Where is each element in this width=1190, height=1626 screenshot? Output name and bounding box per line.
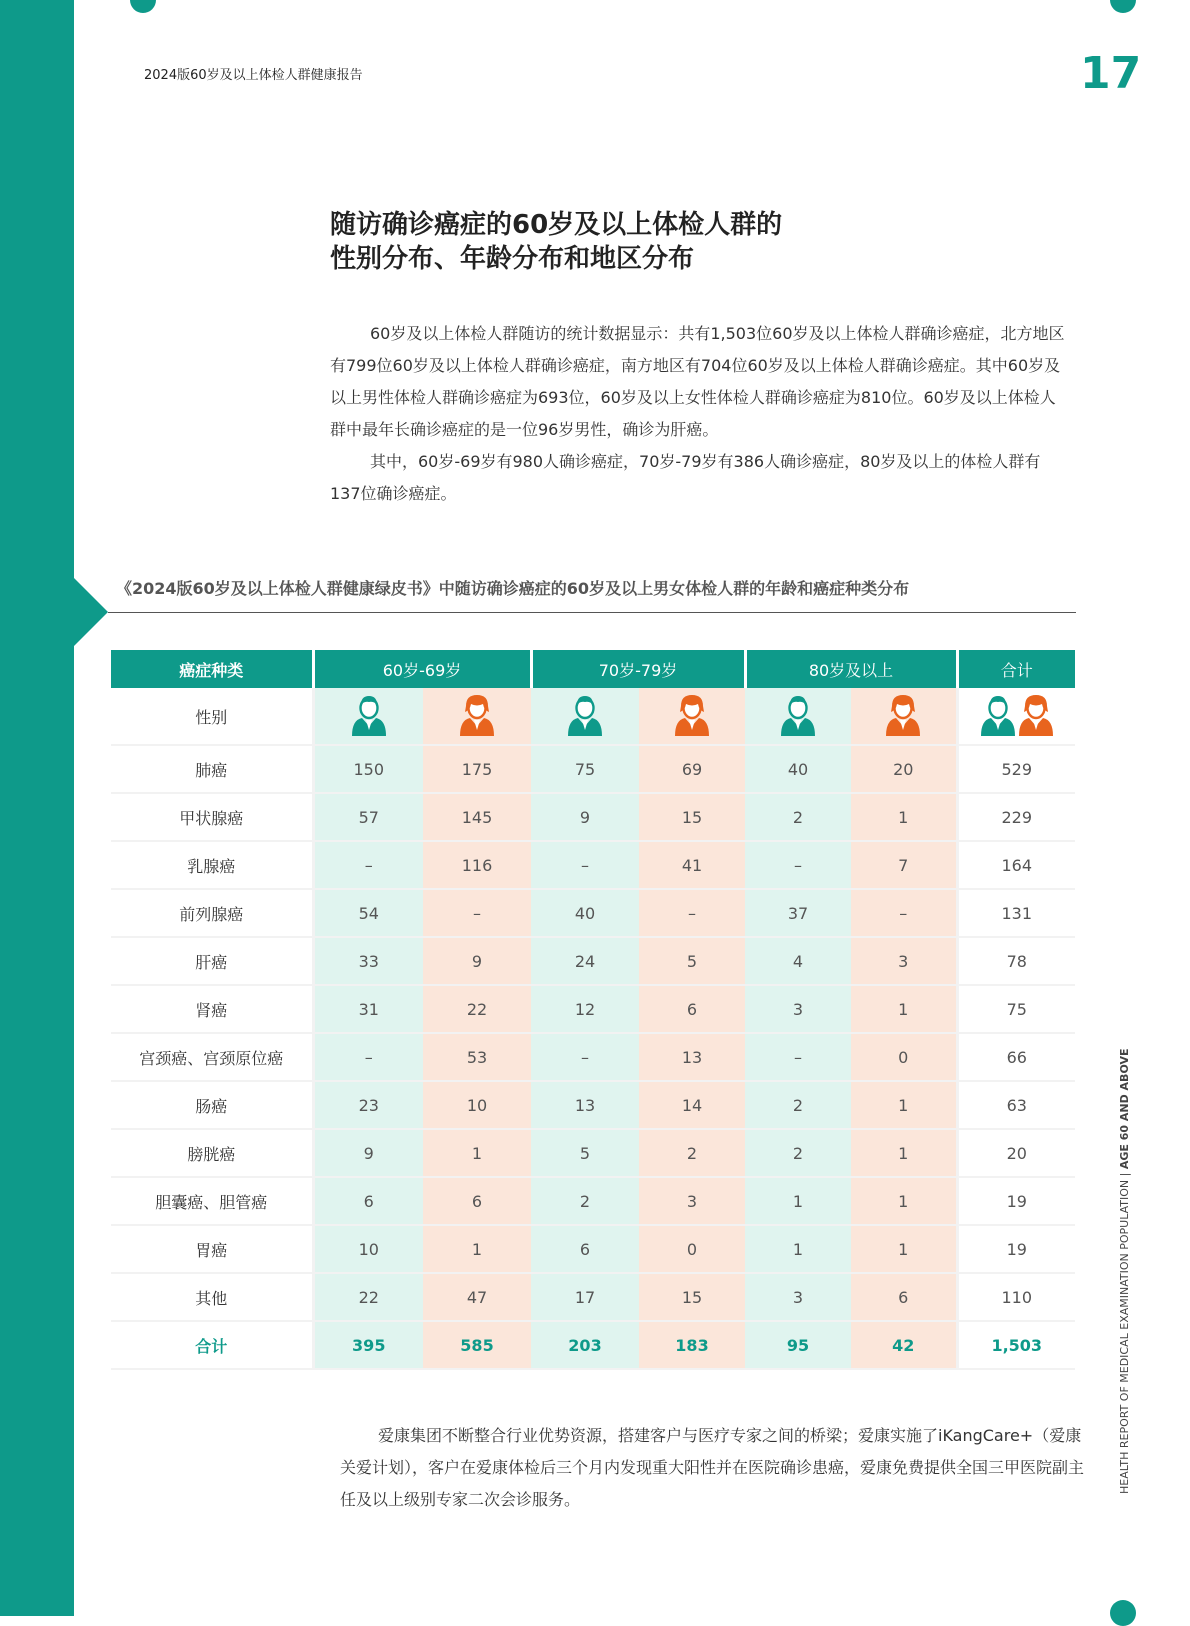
table-row [111, 1177, 1075, 1225]
total-cell: 110 [957, 1273, 1075, 1321]
count-cell: 42 [851, 1321, 957, 1369]
count-cell: 23 [313, 1081, 423, 1129]
count-cell: 2 [745, 1081, 851, 1129]
count-cell: 15 [639, 793, 745, 841]
count-cell: – [313, 1033, 423, 1081]
section-title [330, 208, 1030, 276]
cancer-type-label: 宫颈癌、宫颈原位癌 [111, 1033, 313, 1081]
total-cell: 78 [957, 937, 1075, 985]
section-title-line1: 随访确诊癌症的60岁及以上体检人群的 [330, 210, 783, 240]
count-cell: 150 [313, 745, 423, 793]
count-cell: 175 [423, 745, 531, 793]
table-row [111, 1129, 1075, 1177]
count-cell: 24 [531, 937, 639, 985]
count-cell: 1 [745, 1225, 851, 1273]
table-row [111, 841, 1075, 889]
count-cell: 54 [313, 889, 423, 937]
count-cell: 12 [531, 985, 639, 1033]
female-icon [673, 692, 711, 740]
bottom-right-dot [1110, 1600, 1136, 1626]
section-title-line2: 性别分布、年龄分布和地区分布 [330, 244, 695, 274]
table-header-row [111, 650, 1075, 688]
cancer-type-label: 肠癌 [111, 1081, 313, 1129]
count-cell: 47 [423, 1273, 531, 1321]
female-icon [458, 692, 496, 740]
page-number: 17 [1080, 48, 1142, 99]
count-cell: 75 [531, 745, 639, 793]
count-cell: 1 [851, 793, 957, 841]
count-cell: 2 [745, 793, 851, 841]
caption-divider [108, 612, 1076, 613]
male-icon-cell [745, 688, 851, 745]
count-cell: 17 [531, 1273, 639, 1321]
count-cell: 6 [313, 1177, 423, 1225]
male-icon [350, 692, 388, 740]
count-cell: 2 [639, 1129, 745, 1177]
cancer-type-label: 其他 [111, 1273, 313, 1321]
male-icon-cell [531, 688, 639, 745]
table-row [111, 1225, 1075, 1273]
count-cell: 1 [851, 1225, 957, 1273]
header-age-70-79: 70岁-79岁 [531, 650, 745, 688]
count-cell: 5 [639, 937, 745, 985]
count-cell: 203 [531, 1321, 639, 1369]
top-left-dot [130, 0, 156, 13]
cancer-type-label: 膀胱癌 [111, 1129, 313, 1177]
intro-paragraph-1: 60岁及以上体检人群随访的统计数据显示：共有1,503位60岁及以上体检人群确诊癌症，北方地区有799位60岁及以上体检人群确诊癌症，南方地区有704位60岁及以上体检人群确诊癌症。其中60岁及以上男性体检人群确诊癌症为693位，60岁及以上女性体检人群确诊癌症为810位。60岁及以上体检人群中最年长确诊癌症的是一位96岁男性，确诊为肝癌。 [330, 324, 1065, 439]
count-cell: – [745, 841, 851, 889]
cancer-distribution-table [111, 650, 1075, 1370]
cancer-type-label: 胃癌 [111, 1225, 313, 1273]
cancer-type-label: 乳腺癌 [111, 841, 313, 889]
total-cell: 19 [957, 1177, 1075, 1225]
total-cell: 75 [957, 985, 1075, 1033]
count-cell: 31 [313, 985, 423, 1033]
female-icon [1017, 692, 1055, 740]
count-cell: 1 [745, 1177, 851, 1225]
cancer-type-label: 前列腺癌 [111, 889, 313, 937]
total-cell: 66 [957, 1033, 1075, 1081]
total-cell: 20 [957, 1129, 1075, 1177]
count-cell: – [531, 1033, 639, 1081]
count-cell: 3 [745, 1273, 851, 1321]
female-icon-cell [423, 688, 531, 745]
header-total: 合计 [957, 650, 1075, 688]
count-cell: 14 [639, 1081, 745, 1129]
total-cell: 529 [957, 745, 1075, 793]
female-icon [884, 692, 922, 740]
count-cell: 10 [423, 1081, 531, 1129]
count-cell: 7 [851, 841, 957, 889]
count-cell: 10 [313, 1225, 423, 1273]
side-separator: | [1118, 1169, 1131, 1180]
count-cell: 395 [313, 1321, 423, 1369]
count-cell: 53 [423, 1033, 531, 1081]
total-cell: 1,503 [957, 1321, 1075, 1369]
count-cell: 6 [531, 1225, 639, 1273]
cancer-type-label: 肺癌 [111, 745, 313, 793]
male-icon [979, 692, 1017, 740]
table-row [111, 1273, 1075, 1321]
count-cell: 2 [745, 1129, 851, 1177]
count-cell: 3 [745, 985, 851, 1033]
table-row [111, 889, 1075, 937]
count-cell: 3 [639, 1177, 745, 1225]
count-cell: 40 [745, 745, 851, 793]
count-cell: 57 [313, 793, 423, 841]
count-cell: 3 [851, 937, 957, 985]
closing-text [340, 1420, 1092, 1516]
count-cell: 95 [745, 1321, 851, 1369]
count-cell: 20 [851, 745, 957, 793]
count-cell: – [531, 841, 639, 889]
count-cell: 145 [423, 793, 531, 841]
gender-row [111, 688, 1075, 745]
count-cell: 41 [639, 841, 745, 889]
top-right-dot [1110, 0, 1136, 13]
table-row [111, 1033, 1075, 1081]
count-cell: 6 [639, 985, 745, 1033]
table-row [111, 985, 1075, 1033]
count-cell: 183 [639, 1321, 745, 1369]
count-cell: 22 [423, 985, 531, 1033]
count-cell: 585 [423, 1321, 531, 1369]
header-cancer-type: 癌症种类 [111, 650, 313, 688]
count-cell: 22 [313, 1273, 423, 1321]
count-cell: 4 [745, 937, 851, 985]
count-cell: 13 [639, 1033, 745, 1081]
count-cell: 40 [531, 889, 639, 937]
count-cell: 9 [313, 1129, 423, 1177]
table-caption: 《2024版60岁及以上体检人群健康绿皮书》中随访确诊癌症的60岁及以上男女体检人群的年龄和癌症种类分布 [116, 579, 910, 598]
table-row [111, 793, 1075, 841]
total-cell: 19 [957, 1225, 1075, 1273]
side-text-regular: HEALTH REPORT OF MEDICAL EXAMINATION POPULATION [1118, 1179, 1131, 1494]
total-cell: 229 [957, 793, 1075, 841]
side-text-bold: AGE 60 AND ABOVE [1118, 1048, 1131, 1170]
count-cell: 5 [531, 1129, 639, 1177]
count-cell: 9 [423, 937, 531, 985]
count-cell: 1 [851, 1081, 957, 1129]
count-cell: 1 [851, 985, 957, 1033]
count-cell: 1 [851, 1129, 957, 1177]
count-cell: – [423, 889, 531, 937]
closing-paragraph: 爱康集团不断整合行业优势资源，搭建客户与医疗专家之间的桥梁；爱康实施了iKangCare+（爱康关爱计划），客户在爱康体检后三个月内发现重大阳性并在医院确诊患癌，爱康免费提供全国三甲医院副主任及以上级别专家二次会诊服务。 [340, 1426, 1085, 1509]
female-icon-cell [851, 688, 957, 745]
male-icon [566, 692, 604, 740]
side-running-title [1118, 1048, 1131, 1494]
male-icon [779, 692, 817, 740]
table-row [111, 1081, 1075, 1129]
cancer-type-label: 肝癌 [111, 937, 313, 985]
female-icon-cell [639, 688, 745, 745]
total-cell: 164 [957, 841, 1075, 889]
header-age-60-69: 60岁-69岁 [313, 650, 531, 688]
count-cell: 69 [639, 745, 745, 793]
count-cell: – [313, 841, 423, 889]
count-cell: 0 [639, 1225, 745, 1273]
total-icon-cell [957, 688, 1075, 745]
count-cell: 9 [531, 793, 639, 841]
count-cell: – [745, 1033, 851, 1081]
count-cell: 6 [851, 1273, 957, 1321]
intro-paragraph-2: 其中，60岁-69岁有980人确诊癌症，70岁-79岁有386人确诊癌症，80岁及以上的体检人群有137位确诊癌症。 [330, 452, 1041, 503]
cancer-type-label: 胆囊癌、胆管癌 [111, 1177, 313, 1225]
table-row [111, 745, 1075, 793]
report-title: 2024版60岁及以上体检人群健康报告 [144, 68, 363, 83]
count-cell: 116 [423, 841, 531, 889]
table-row [111, 937, 1075, 985]
cancer-type-label: 合计 [111, 1321, 313, 1369]
gender-label: 性别 [111, 688, 313, 745]
total-cell: 63 [957, 1081, 1075, 1129]
male-icon-cell [313, 688, 423, 745]
count-cell: 0 [851, 1033, 957, 1081]
count-cell: 1 [851, 1177, 957, 1225]
count-cell: 6 [423, 1177, 531, 1225]
count-cell: – [639, 889, 745, 937]
count-cell: 1 [423, 1129, 531, 1177]
count-cell: 2 [531, 1177, 639, 1225]
count-cell: 13 [531, 1081, 639, 1129]
header-age-80-plus: 80岁及以上 [745, 650, 957, 688]
count-cell: 1 [423, 1225, 531, 1273]
intro-text [330, 318, 1070, 510]
caption-arrow-icon [74, 578, 108, 646]
count-cell: – [851, 889, 957, 937]
count-cell: 33 [313, 937, 423, 985]
total-cell: 131 [957, 889, 1075, 937]
left-accent-bar [0, 0, 74, 1616]
count-cell: 15 [639, 1273, 745, 1321]
count-cell: 37 [745, 889, 851, 937]
cancer-type-label: 甲状腺癌 [111, 793, 313, 841]
cancer-type-label: 肾癌 [111, 985, 313, 1033]
table-total-row [111, 1321, 1075, 1369]
